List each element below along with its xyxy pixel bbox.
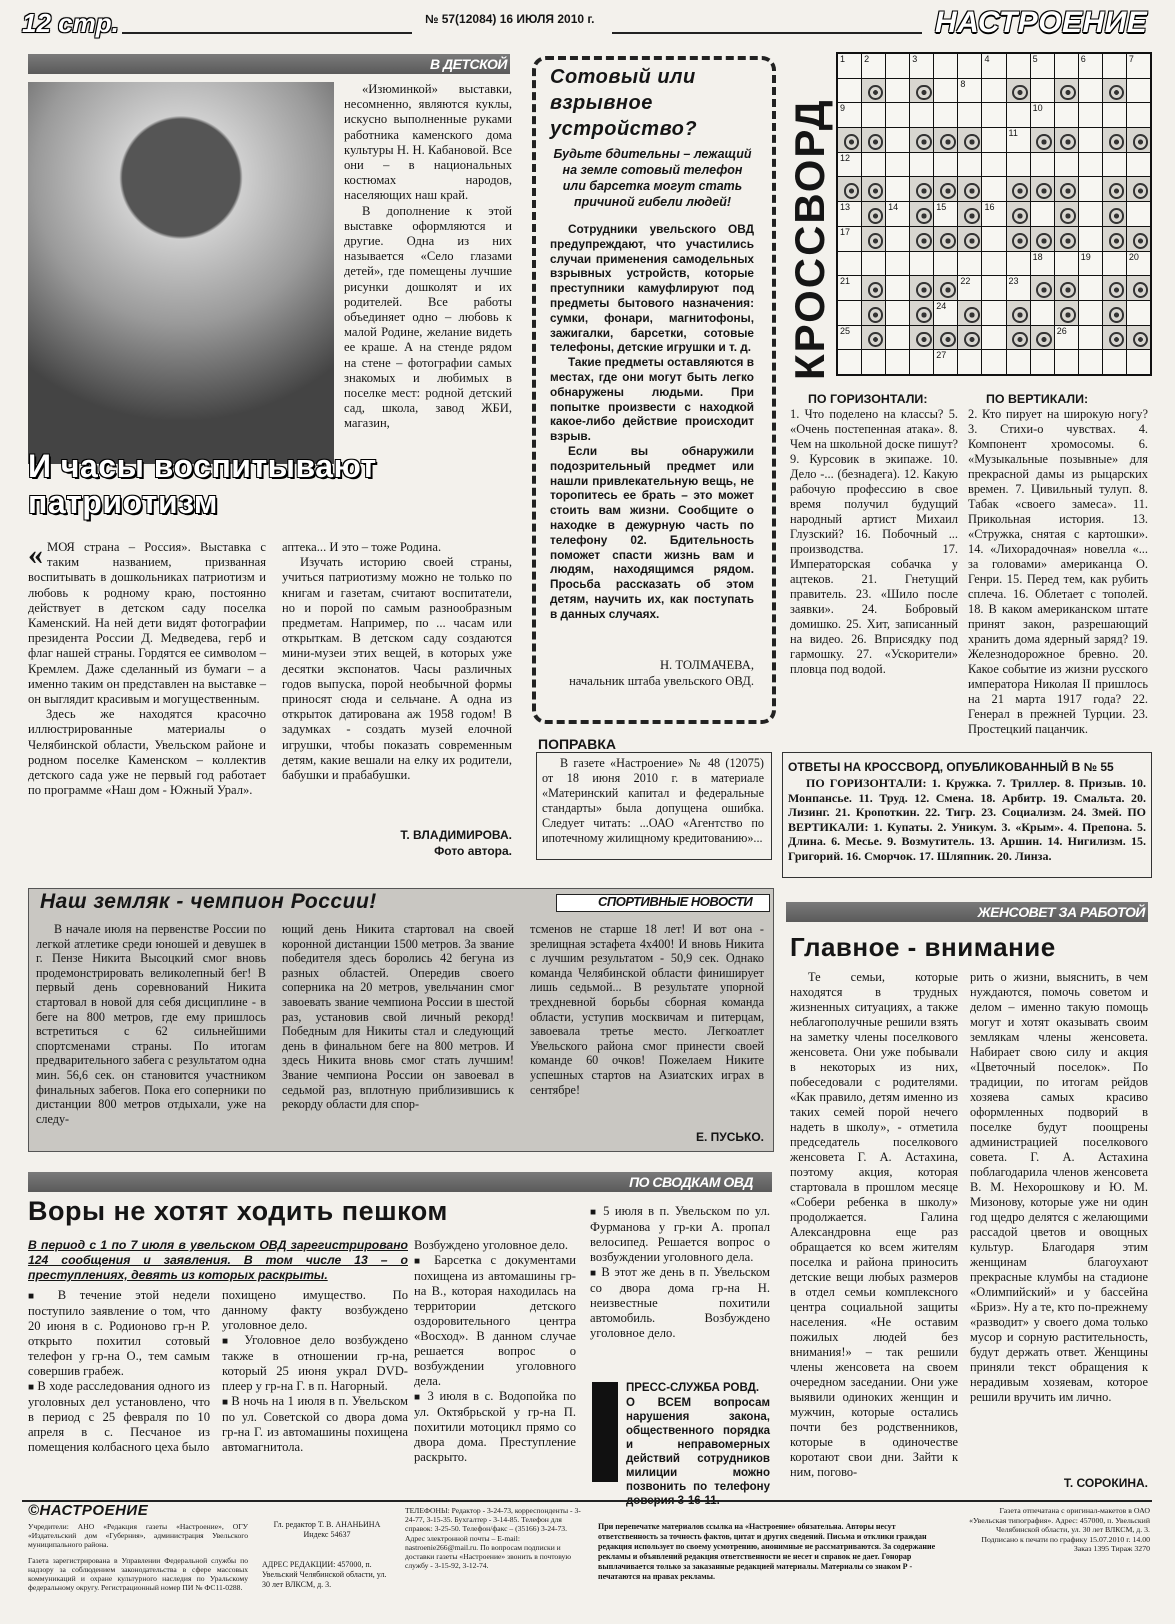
crossword-cell [1079, 128, 1102, 152]
crossword-cell [1007, 54, 1030, 78]
crossword-cell [1103, 326, 1126, 350]
phone-role: начальник штаба увельского ОВД. [569, 674, 754, 688]
crossword-cell [862, 202, 885, 226]
crossword-cell [1079, 227, 1102, 251]
crossword-cell [910, 326, 933, 350]
sport-author: Е. ПУСЬКО. [695, 1130, 764, 1144]
crossword-cell [886, 177, 909, 201]
crossword-cell: 14 [886, 202, 909, 226]
crossword-cell [1007, 177, 1030, 201]
page-number: 12 стр. [22, 8, 119, 38]
crossword-cell: 24 [934, 301, 957, 325]
crossword-cell [1031, 350, 1054, 374]
crossword-cell [862, 301, 885, 325]
sport-col-3 [530, 922, 764, 1097]
crossword-cell [1031, 202, 1054, 226]
crossword-cell [1055, 103, 1078, 127]
crossword-cell: 17 [838, 227, 861, 251]
crossword-cell [1103, 276, 1126, 300]
crossword-cell [910, 252, 933, 276]
crossword-cell [1055, 54, 1078, 78]
crossword-cell [982, 128, 1005, 152]
ovd-col-3 [414, 1238, 576, 1465]
crossword-cell [1055, 153, 1078, 177]
crossword-cell [1031, 276, 1054, 300]
footer-reg: Газета зарегистрирована в Управлении Федеральной службы по надзору за соблюдением законодательства в сфере массовых коммуникаций и охране культурного наследия по Уральскому федеральному округу. Регистрационный номер ПИ № ФС11-0288. [28, 1556, 248, 1592]
crossword-cell [838, 177, 861, 201]
crossword-cell [838, 79, 861, 103]
down-head: ПО ВЕРТИКАЛИ: [986, 392, 1089, 406]
crossword-cell [1007, 350, 1030, 374]
crossword-cell [982, 252, 1005, 276]
issue-info: № 57(12084) 16 ИЮЛЯ 2010 г. [425, 12, 595, 26]
crossword-cell [1103, 227, 1126, 251]
answers-head: ОТВЕТЫ НА КРОССВОРД, ОПУБЛИКОВАННЫЙ В № 55 [788, 760, 1114, 774]
crossword-cell [958, 252, 981, 276]
crossword-cell [1007, 252, 1030, 276]
crossword-cell [982, 153, 1005, 177]
crossword-cell: 22 [958, 276, 981, 300]
crossword-cell [934, 326, 957, 350]
crossword-cell [1127, 103, 1150, 127]
crossword-cell [910, 103, 933, 127]
crossword-cell [958, 350, 981, 374]
crossword-cell: 26 [1055, 326, 1078, 350]
crossword-cell [982, 350, 1005, 374]
crossword-cell [1079, 177, 1102, 201]
crossword-cell [1007, 153, 1030, 177]
crossword-cell [886, 227, 909, 251]
zhen-rubric: ЖЕНСОВЕТ ЗА РАБОТОЙ [977, 904, 1145, 920]
crossword-cell [958, 202, 981, 226]
crossword-cell: 20 [1127, 252, 1150, 276]
crossword-cell [958, 301, 981, 325]
crossword-cell [1103, 177, 1126, 201]
ovd-col-2 [222, 1288, 408, 1455]
crossword-cell [886, 252, 909, 276]
crossword-cell [862, 276, 885, 300]
footer-founders: Учредители: АНО «Редакция газеты «Настроение», ОГУ «Издательский дом «Губерния», администрация Увельского муниципального района. [28, 1522, 248, 1549]
crossword-cell [934, 128, 957, 152]
clocks-photo-credit: Фото автора. [434, 844, 512, 858]
crossword-cell [1103, 301, 1126, 325]
crossword-cell [958, 177, 981, 201]
crossword-cell [1079, 276, 1102, 300]
crossword-cell [910, 350, 933, 374]
crossword-cell [982, 276, 1005, 300]
crossword-cell [1103, 103, 1126, 127]
ovd-item-6: Возбуждено уголовное дело. [414, 1238, 569, 1252]
across-clues: 1. Что поделено на классы? 5. «Очень постепенная атака». 8. Чем на школьной доске пишут? 9. Курсовик в экипаже. 10. Дело -... (безнадега). 12. Какую рабочую профессию в свое время получил будущий народный артист Михаил Глузский? 16. Побочный ... производства. 17. Императорская собачка у ацтеков. 21. Гнетущий правитель. 23. «Шило после заявки». 24. Бобровый домишко. 25. Хит, записанный на видео. 26. Вприсядку под гармошку. 27. «Ускорители» пловца под водой. [790, 407, 958, 676]
ovd-item-10: ■ В этот же день в п. Увельском со двора дома гр-на Н. неизвестные похитили автомобиль. Возбуждено уголовное дело. [590, 1265, 770, 1341]
crossword-cell [1031, 177, 1054, 201]
clocks-col-right [344, 82, 512, 432]
crossword-cell: 11 [1007, 128, 1030, 152]
crossword-cell: 10 [1031, 103, 1054, 127]
footer-editor: Гл. редактор Т. В. АНАНЬИНА Индекс 54637 [273, 1520, 381, 1539]
clocks-title: И часы воспитывают патриотизм [28, 448, 377, 520]
crossword-cell [1127, 202, 1150, 226]
crossword-cell [934, 252, 957, 276]
crossword-cell: 7 [1127, 54, 1150, 78]
crossword-cell [910, 153, 933, 177]
crossword-cell [886, 301, 909, 325]
clocks-p3: аптека... И это – тоже Родина. [282, 540, 442, 554]
phone-p3: Если вы обнаружили подозрительный предмет или нашли привлекательную вещь, не торопитесь ее брать – это может стоить вам жизни. Сообщите о находке в дежурную часть по телефону 02. Бдительность поможет спасти жизнь вам и людям, находящимся рядом. Просьба рассказать об этом детям, научить их, как поступать в данных случаях. [550, 443, 754, 621]
crossword-cell [910, 202, 933, 226]
crossword-cell [1079, 79, 1102, 103]
crossword-cell [1055, 276, 1078, 300]
crossword-cell [862, 177, 885, 201]
crossword-cell [958, 103, 981, 127]
phone-author: Н. ТОЛМАЧЕВА, [659, 658, 754, 672]
crossword-cell [886, 103, 909, 127]
crossword-cell [862, 103, 885, 127]
crossword-cell [1127, 227, 1150, 251]
crossword-cell [1031, 153, 1054, 177]
crossword-cell [1055, 252, 1078, 276]
crossword-cell [1103, 128, 1126, 152]
rubric-detskoy: В ДЕТСКОЙ [430, 56, 507, 72]
crossword-cell [862, 252, 885, 276]
crossword-cell [886, 128, 909, 152]
phone-subtitle: Будьте бдительны – лежащий на земле сотовый телефон или барсетка могут стать причиной гибели людей! [553, 147, 752, 209]
crossword-cell [958, 54, 981, 78]
zhen-p1: Те семьи, которые находятся в трудных жизненных ситуациях, а также неблагополучные решили взять на заметку члены поселкового женсовета. Они уже побывали в некоторых из них, побеседовали с родителями. «Как правило, детям именно из таких семей порой нечего надеть в школу», - отметила председатель поселкового женсовета Г. А. Астахина, поэтому акция, которая стартовала в прошлом месяце «Собери ребенка в школу» продолжается. Галина Александровна еще раз обращается ко всем жителям поселка и района приносить детские вещи любых размеров в отдел семьи комплексного центра социальной защиты населения. «Не оставим пожилых людей без внимания!» – так решили члены женсовета на своем очередном заседании. Они уже выявили одиноких женщин и мужчин, которые остались почти без родственников, которые в одиночестве коротают свои дни. Зайти к ним, погово- [790, 970, 958, 1479]
footer-notes: При перепечатке материалов ссылка на «Настроение» обязательна. Авторы несут ответственность за точность фактов, цитат и других сведений. Письма и отклики граждан редакция использует по своему усмотрению, анонимные не рассматриваются. За содержание рекламы и объявлений редакция ответственности не несет и справок не дает. Гонорар выплачивается только за заказанные редакцией материалы. Материалы со знаком Р - печатаются на правах рекламы. [598, 1522, 936, 1581]
crossword-cell: 18 [1031, 252, 1054, 276]
crossword-cell [910, 301, 933, 325]
crossword-cell [886, 276, 909, 300]
crossword-cell [1127, 79, 1150, 103]
crossword-cell: 13 [838, 202, 861, 226]
clocks-lead2: Здесь же находятся красочно иллюстрированные материалы о Челябинской области, Увельском районе и родном поселке Каменском – коллектив детского сада уже не первый год работает по программе «Наш дом - Южный Урал». [28, 707, 266, 798]
crossword-cell [910, 276, 933, 300]
crossword-cell [1007, 227, 1030, 251]
ovd-col-4 [590, 1204, 770, 1341]
crossword-cell [1031, 128, 1054, 152]
crossword-cell: 16 [982, 202, 1005, 226]
zhen-col-2 [970, 970, 1148, 1405]
crossword-cell [1055, 350, 1078, 374]
crossword-cell [958, 227, 981, 251]
crossword-cell [886, 79, 909, 103]
crossword-cell [1127, 350, 1150, 374]
crossword-cell [1007, 79, 1030, 103]
crossword-cell [862, 153, 885, 177]
crossword-grid [836, 52, 1152, 376]
crossword-cell [1055, 301, 1078, 325]
crossword-cell [934, 276, 957, 300]
crossword-cell [982, 326, 1005, 350]
crossword-cell [1103, 202, 1126, 226]
footer-print: Газета отпечатана с оригинал-макетов в ОАО «Увельская типография». Адрес: 457000, п. Увельский Челябинской области, ул. 30 лет ВЛКСМ, д. 3. Подписано к печати по графику 15.07.2010 г. 14.00 Заказ 1395 Тираж 3270 [969, 1506, 1150, 1554]
answers-text: ПО ГОРИЗОНТАЛИ: 1. Кружка. 7. Триллер. 8. Призыв. 10. Монпансье. 11. Труд. 12. Смена. 18. Арбитр. 19. Смальта. 20. Лизинг. 21. Кропоткин. 22. Тигр. 23. Социализм. 24. Змей. ПО ВЕРТИКАЛИ: 1. Купаты. 2. Уникум. 3. «Крым». 4. Препона. 5. Длина. 6. Месье. 9. Возмутитель. 13. Аршин. 14. Нигилизм. 15. Григорий. 16. Сморчок. 17. Шляпник. 20. Линза. [788, 776, 1146, 863]
crossword-cell [1103, 153, 1126, 177]
crossword-cell [982, 79, 1005, 103]
clocks-p1: «Изюминкой» выставки, несомненно, являются куклы, искусно выполненные руками работника каменского дома культуры Н. Н. Кабановой. Все они – в национальных костюмах народов, населяющих наш край. [344, 82, 512, 203]
crossword-cell [1127, 301, 1150, 325]
answers-box [782, 752, 1152, 878]
crossword-cell [838, 128, 861, 152]
crossword-cell [1031, 227, 1054, 251]
ovd-item-8: ■ 3 июля в с. Водопойка по ул. Октябрьской у гр-на П. похитили мотоцикл прямо со двора дома. Преступление раскрыто. [414, 1389, 576, 1465]
crossword-title: КРОССВОРД [786, 98, 833, 380]
crossword-cell: 21 [838, 276, 861, 300]
crossword-cell [982, 301, 1005, 325]
ovd-dropcap [592, 1382, 618, 1482]
crossword-cell [838, 252, 861, 276]
crossword-cell: 4 [982, 54, 1005, 78]
crossword-cell [1127, 153, 1150, 177]
crossword-cell [910, 79, 933, 103]
crossword-cell [958, 128, 981, 152]
crossword-cell [1079, 301, 1102, 325]
ovd-press: О ВСЕМ вопросам нарушения закона, общественного порядка и неправомерных действий сотрудников милиции можно позвонить по телефону доверия 3-16-11. [626, 1397, 770, 1507]
crossword-cell: 2 [862, 54, 885, 78]
crossword-cell [958, 153, 981, 177]
crossword-cell [1103, 252, 1126, 276]
crossword-cell [1127, 177, 1150, 201]
crossword-cell: 9 [838, 103, 861, 127]
ovd-press-head: ПРЕСС-СЛУЖБА РОВД. [626, 1382, 760, 1394]
crossword-cell: 25 [838, 326, 861, 350]
crossword-cell [1127, 326, 1150, 350]
phone-title: Сотовый или взрывное устройство? [550, 66, 698, 140]
zhen-author: Т. СОРОКИНА. [1063, 1476, 1148, 1490]
zhen-title: Главное - внимание [790, 932, 1056, 962]
correction-title: ПОПРАВКА [538, 736, 616, 752]
ovd-item-5: ■ В ночь на 1 июля в п. Увельском по ул. Советской со двора дома гр-на Г. из автомашины похищена автомагнитола. [222, 1394, 408, 1455]
crossword-cell [1055, 79, 1078, 103]
crossword-cell [862, 350, 885, 374]
crossword-cell [1079, 103, 1102, 127]
crossword-cell [958, 326, 981, 350]
ovd-lead: В период с 1 по 7 июля в увельском ОВД зарегистрировано 124 сообщения и заявления. В том числе 13 – о преступлениях, девять из которых раскрыты. [28, 1238, 408, 1282]
crossword-cell [886, 54, 909, 78]
crossword-cell [1127, 276, 1150, 300]
clocks-photo [28, 82, 334, 464]
crossword-cell [910, 177, 933, 201]
crossword-clues-2 [968, 392, 1148, 737]
crossword-cell [862, 326, 885, 350]
crossword-cell: 6 [1079, 54, 1102, 78]
sport-rubric: СПОРТИВНЫЕ НОВОСТИ [598, 894, 753, 909]
crossword-cell [934, 153, 957, 177]
crossword-cell [934, 177, 957, 201]
crossword-cell [1007, 202, 1030, 226]
ovd-item-9: ■ 5 июля в п. Увельском по ул. Фурманова у гр-ки А. пропал велосипед. Решается вопрос о возбуждении уголовного дела. [590, 1204, 770, 1265]
clocks-col-1 [28, 540, 266, 798]
ovd-item-7: ■ Барсетка с документами похищена из автомашины гр-на В., которая находилась на территории детского оздоровительного центра «Восход». В данном случае решается вопрос о возбуждении уголовного дела. [414, 1253, 576, 1389]
clocks-lead: « МОЯ страна – Россия». Выставка с таким названием, призванная воспитывать в дошкольниках патриотизм и любовь к родному краю, постоянно действует в детском саду поселка Каменский. На ней дети видят фотографии президента России Д. Медведева, герб и флаг нашей страны. Гордятся ее символом – Кремлем. Даже сделанный из бумаги – а именно таким он представлен на выставке – он выглядит красивым и могущественным. [28, 538, 266, 707]
ovd-item-2: ■ В ходе расследования одного из уголовных дел установлено, что в период с 25 февраля по 10 апреля в с. Песчаное из помещения колбасного цеха было [28, 1379, 210, 1455]
crossword-cell [886, 326, 909, 350]
crossword-cell [1103, 350, 1126, 374]
header-rule-right [612, 32, 922, 34]
crossword-cell [862, 128, 885, 152]
correction-text: В газете «Настроение» № 48 (12075) от 18 июня 2010 г. в материале «Материнский капитал и федеральные стандарты» была допущена ошибка. Следует читать: ...ОАО «Агентство по ипотечному жилищному кредитованию»... [542, 756, 764, 845]
ovd-title: Воры не хотят ходить пешком [28, 1196, 448, 1226]
crossword-cell: 8 [958, 79, 981, 103]
crossword-clues-1 [790, 392, 958, 677]
crossword-cell [1055, 227, 1078, 251]
crossword-cell: 23 [1007, 276, 1030, 300]
crossword-cell: 12 [838, 153, 861, 177]
crossword-cell [1007, 326, 1030, 350]
clocks-author: Т. ВЛАДИМИРОВА. [400, 828, 512, 842]
crossword-cell [1031, 326, 1054, 350]
crossword-cell [1055, 202, 1078, 226]
crossword-cell [1031, 301, 1054, 325]
header-rule-left [122, 32, 412, 34]
section-title: НАСТРОЕНИЕ [935, 6, 1148, 39]
sport-p2: ющий день Никита стартовал на своей коронной дистанции 1500 метров. За звание победителя здесь боролись 42 бегуна из разных областей. Опередив своего соперника на 20 метров, увельчанин смог завоевать звание чемпиона России в шестой раз, установив свой личный рекорд! Победным для Никиты стал и следующий день в финальном беге на 800 метров. И здесь Никита вновь смог стать лучшим! Звание чемпиона России он завоевал в седьмой раз, вплотную приблизившись к рекорду области для спор- [282, 922, 514, 1112]
crossword-cell [1079, 153, 1102, 177]
crossword-cell [838, 350, 861, 374]
crossword-cell: 1 [838, 54, 861, 78]
ovd-item-1: ■ В течение этой недели поступило заявление о том, что 20 июня в с. Родионово гр-н Р. открыто похитил сотовый телефон у гр-на О., тем самым совершив грабеж. [28, 1288, 210, 1379]
crossword-cell [862, 227, 885, 251]
crossword-cell [1007, 301, 1030, 325]
phone-body [550, 222, 754, 622]
crossword-cell [934, 103, 957, 127]
crossword-cell [934, 227, 957, 251]
crossword-cell: 27 [934, 350, 957, 374]
sport-title: Наш земляк - чемпион России! [40, 890, 377, 913]
crossword-cell [886, 350, 909, 374]
sport-col-1 [36, 922, 266, 1126]
crossword-cell [862, 79, 885, 103]
ovd-rubric: ПО СВОДКАМ ОВД [629, 1174, 753, 1190]
ovd-item-3: похищено имущество. По данному факту возбуждено уголовное дело. [222, 1288, 408, 1332]
clocks-p2: В дополнение к этой выставке оформляются и другие. Одна из них называется «Село глазами детей», где помещены лучшие рисунки дошколят и их родителей. Все работы объединяет одно – любовь к малой Родине, желание видеть ее краше. А на стенде рядом на стене – фотографии самых знакомых и любимых в поселке мест: родной детский сад, школа, завод ЖБИ, магазин, [344, 203, 512, 431]
crossword-cell: 5 [1031, 54, 1054, 78]
crossword-cell [1103, 54, 1126, 78]
crossword-cell [910, 227, 933, 251]
crossword-cell [982, 103, 1005, 127]
ovd-col-1 [28, 1288, 210, 1455]
crossword-cell [1007, 103, 1030, 127]
crossword-cell: 15 [934, 202, 957, 226]
zhen-p2: рить о жизни, выяснить, в чем нуждаются, помочь советом и делом – именно такую помощь могут и хотят оказывать своим землякам члены женсовета. Набирает свою силу и акция «Цветочный поселок». По традиции, по итогам рейдов хозяева самых красиво оформленных подворий в поселке будут поощрены администрацией поселкового совета. Г. А. Астахина поблагодарила членов женсовета В. М. Нехорошкову и Ю. М. Мизонову, которые уже ни один год щедро делятся с желающими рассадой цветов и овощных культур. Благодаря этим женщинам благоухают прекрасные клумбы на стадионе «Олимпийский» и у бассейна «Бриз». Ну а те, кто по-прежнему «разводит» у своего дома только мусор и сорную растительность, будут держать ответ. Женщины приняли текст обращения к нерадивым хозяевам, которое решили вручить им лично. [970, 970, 1148, 1404]
clocks-col-2 [282, 540, 512, 783]
crossword-cell [886, 153, 909, 177]
crossword-cell [910, 128, 933, 152]
footer-phones: ТЕЛЕФОНЫ: Редактор - 3-24-73, корреспонденты - 3-24-77, 3-15-35. Бухгалтер - 3-14-85. Телефон для справок: 3-25-50. Телефон/факс – (35166) 3-24-73. Адрес электронной почты – E-mail: nastroenie266@mail.ru. По вопросам подписки и доставки газеты «Настроение» звонить в почтовую службу - 3-15-92, 3-12-74. [405, 1506, 581, 1571]
phone-p1: Сотрудники увельского ОВД предупреждают, что участились случаи применения самодельных взрывных устройств, которые преступники камуфлируют под предметы бытового назначения: сумки, фонари, магнитофоны, зажигалки, барсетки, сотовые телефоны, детские игрушки и т. д. [550, 222, 754, 355]
crossword-cell [982, 177, 1005, 201]
phone-p2: Такие предметы оставляются в местах, где они могут быть легко обнаружены людьми. При попытке произвести с находкой какое-либо действие происходит взрыв. [550, 355, 754, 444]
footer-logo: ©НАСТРОЕНИЕ [28, 1502, 149, 1519]
crossword-cell [838, 301, 861, 325]
crossword-cell [934, 54, 957, 78]
clocks-p4: Изучать историю своей страны, учиться патриотизму можно не только по книгам и газетам, считают воспитатели, но и порой по самым разнообразным предметам. Например, по ... часам или открыткам. В детском саду создаются мини-музеи этих вещей, в которых уже десятки экспонатов. Часы различных годов выпуска, порой необычной формы приносят сюда и сельчане. А одна из открыток датирована аж 1958 годом! В задумках - создать музей елочной игрушки, чтобы показать современным детям, какие вешали на елку их родители, бабушки и прабабушки. [282, 555, 512, 783]
sport-p3: тсменов не старше 18 лет! И вот она - зрелищная эстафета 4х400! И вновь Никита с лучшим результатом - 50,9 сек. Однако команда Челябинской области финиширует лишь седьмой... В результате упорной трехдневной борьбы сборная команда области, уступив москвичам и питерцам, завоевала третье место. Легкоатлет Увельского района смог принести своей команде 60 очков! Пожелаем Никите успешных стартов на Азиатских играх в сентябре! [530, 922, 764, 1097]
sport-p1: В начале июля на первенстве России по легкой атлетике среди юношей и девушек в г. Пензе Никита Высоцкий смог вновь продемонстрировать великолепный бег! В первый день соревнований Никита стартовал в новой для себя дисциплине - в беге на 800 метров, где ему пришлось встретиться с 62 сильнейшими спортсменами страны. По итогам предварительного забега с результатом одна мин. 56,6 сек. он становится участником финальных забегов. Пока его соперники по дистанции 800 метров отдыхали, уже на следу- [36, 922, 266, 1126]
crossword-cell [1079, 202, 1102, 226]
crossword-cell: 19 [1079, 252, 1102, 276]
sport-col-2 [282, 922, 514, 1112]
crossword-cell [1127, 128, 1150, 152]
crossword-cell [1103, 79, 1126, 103]
zhen-col-1 [790, 970, 958, 1480]
across-head: ПО ГОРИЗОНТАЛИ: [808, 392, 928, 406]
footer-address: АДРЕС РЕДАКЦИИ: 457000, п. Увельский Челябинской области, ул. 30 лет ВЛКСМ, д. 3. [262, 1560, 387, 1589]
crossword-cell [1055, 177, 1078, 201]
crossword-cell [1055, 128, 1078, 152]
crossword-cell [982, 227, 1005, 251]
footer-rule [22, 1500, 1152, 1502]
crossword-cell [934, 79, 957, 103]
ovd-item-4: ■ Уголовное дело возбуждено также в отношении гр-на, который 25 июня украл DVD-плеер у гр-на Г. в п. Нагорный. [222, 1333, 408, 1394]
crossword-cell [1079, 326, 1102, 350]
crossword-cell [1031, 79, 1054, 103]
down-clues: 2. Кто пирует на широкую ногу? 3. Стихи-о чувствах. 4. Компонент хромосомы. 6. «Музыкальные позывные» для прекрасной дамы из рыцарских времен. 7. Цивильный тулуп. 8. Табак «своего замеса». 11. Прикольная история. 13. «Стружка, снятая с картошки». 14. «Лихорадочная» новелла «... за головами» американца О. Генри. 15. Перед тем, как рубить сплеча. 16. Облетает с тополей. 18. В каком американском штате принят закон, разрешающий хранить дома ядерный заряд? 19. Железнодорожное бревно. 20. Какое событие из жизни русского императора Николая II пришлось на 21 марта 1917 года? 22. Генерал в прежней Турции. 23. Простецкий пацанчик. [968, 407, 1148, 736]
crossword-cell: 3 [910, 54, 933, 78]
crossword-cell [1079, 350, 1102, 374]
